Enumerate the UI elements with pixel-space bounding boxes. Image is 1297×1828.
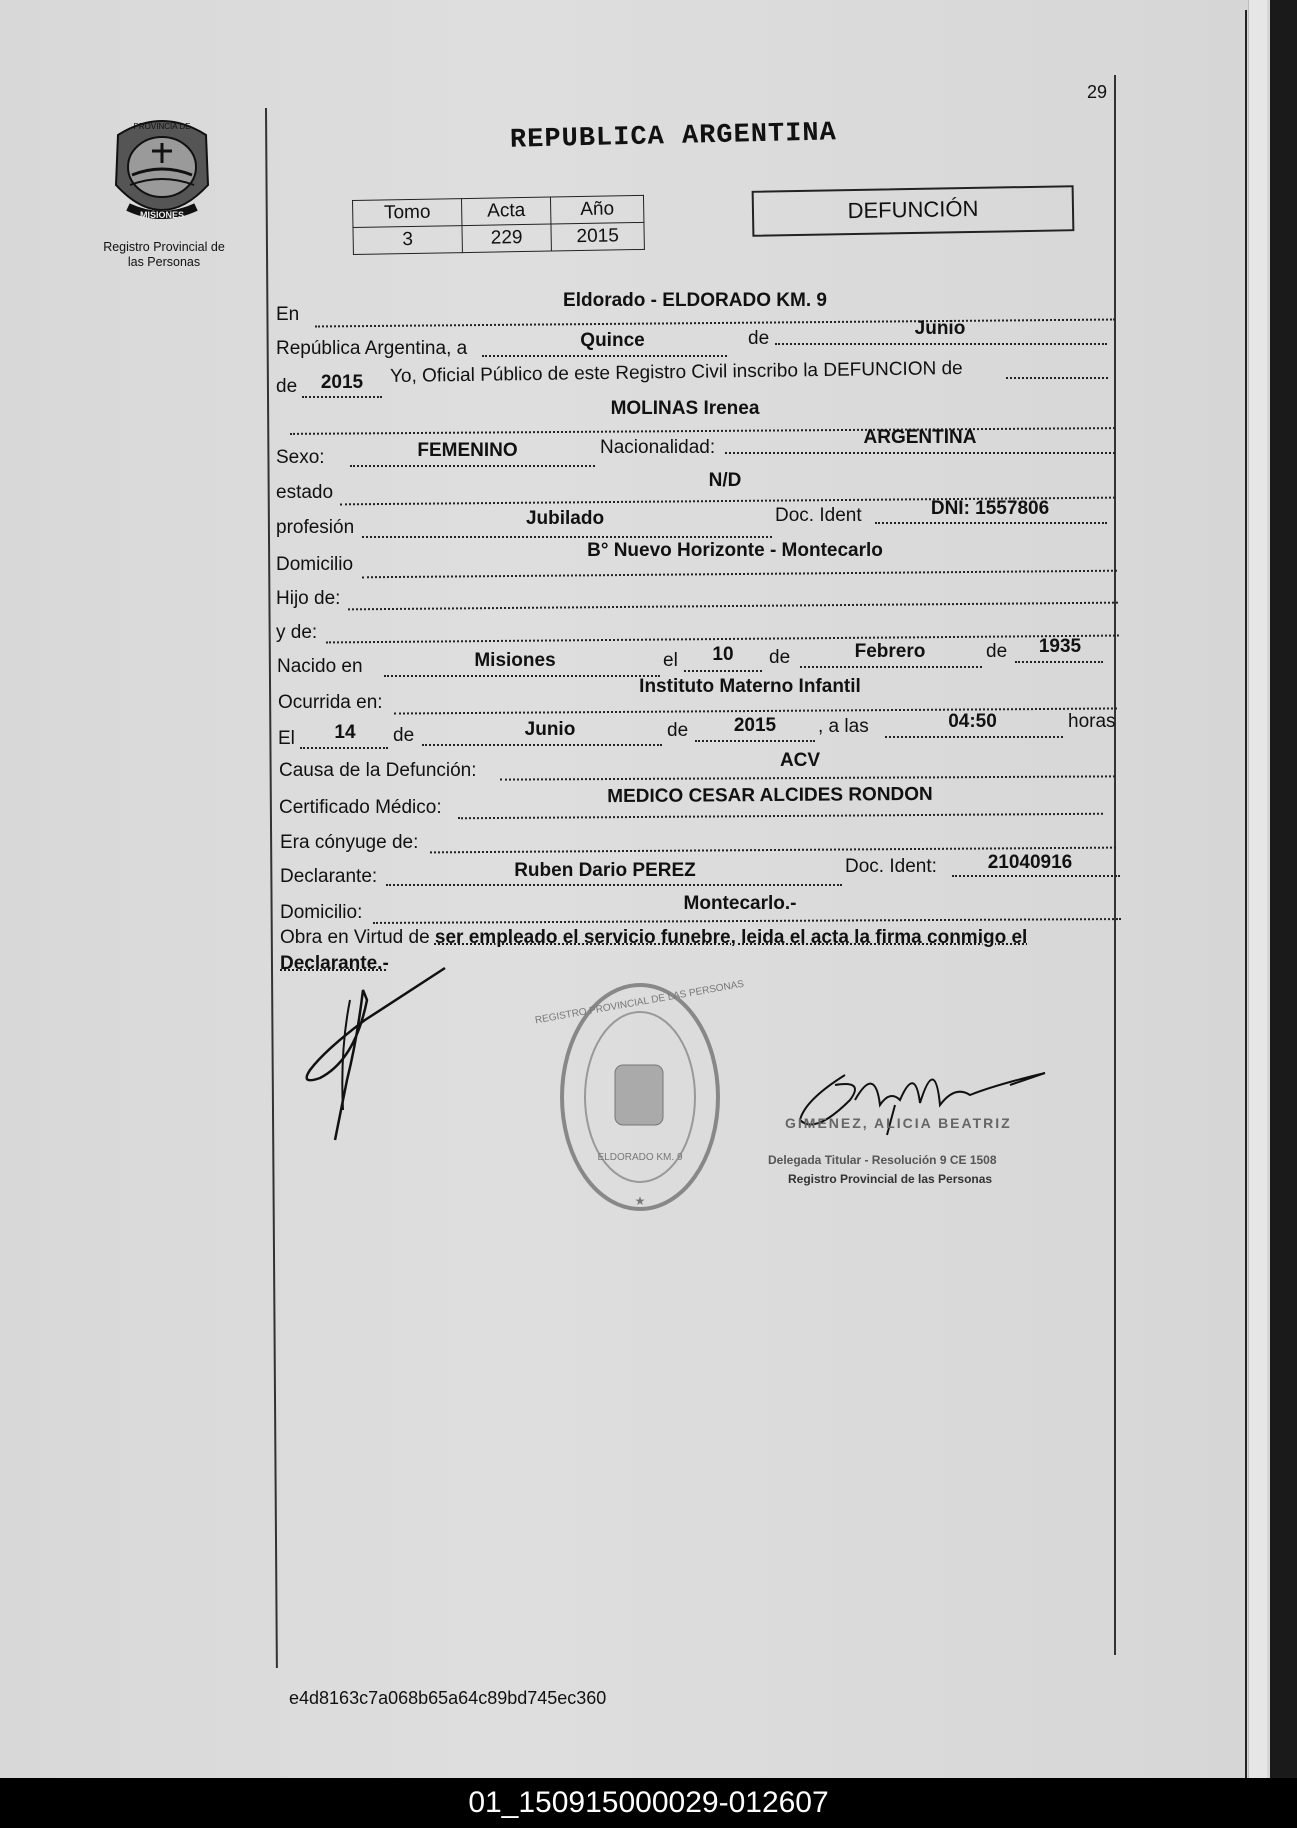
decl-domicilio-leader [373, 918, 1121, 924]
decl-doc-value: 21040916 [987, 852, 1073, 873]
birth-year-leader [1015, 661, 1103, 663]
death-time: 04:50 [948, 711, 997, 732]
alas-label: , a las [818, 716, 869, 737]
inscribo-leader [1006, 377, 1108, 379]
registry-caption-line1: Registro Provincial de [103, 240, 225, 254]
certificado-leader [458, 813, 1103, 820]
declarante-value: Ruben Dario PEREZ [514, 860, 696, 881]
death-year: 2015 [733, 715, 777, 736]
month-value: Junio [914, 318, 966, 339]
domicilio-leader [362, 570, 1117, 579]
birth-de-1: de [769, 647, 791, 668]
birth-month-leader [800, 666, 982, 668]
svg-text:★: ★ [634, 1194, 646, 1208]
nacionalidad-label: Nacionalidad: [600, 437, 716, 458]
en-value: Eldorado - ELDORADO KM. 9 [563, 290, 827, 311]
year-prefix-label: de [276, 376, 298, 397]
official-name: GIMENEZ, ALICIA BEATRIZ [785, 1115, 1012, 1131]
death-month-leader [422, 744, 662, 746]
header-acta: Acta [461, 197, 550, 226]
nacionalidad-value: ARGENTINA [863, 427, 977, 448]
official-stamp [534, 975, 745, 1220]
stamp-outer-text: REGISTRO PROVINCIAL DE LAS PERSONAS [534, 978, 745, 1027]
certificado-value: MEDICO CESAR ALCIDES RONDON [607, 783, 933, 808]
birth-day: 10 [712, 644, 734, 665]
inscribo-text: Yo, Oficial Público de este Registro Civil inscribo la DEFUNCION de [389, 358, 963, 387]
el-2-label: El [278, 728, 295, 749]
domicilio-label: Domicilio [276, 554, 354, 575]
scan-id-bar: 01_150915000029-012607 [0, 1778, 1297, 1828]
official-title-line: Delegada Titular - Resolución 9 CE 1508 [768, 1153, 997, 1167]
header-anio: Año [550, 195, 643, 224]
death-day: 14 [334, 722, 356, 743]
doc-ident-leader [875, 522, 1107, 524]
day-leader [482, 355, 727, 357]
nacido-label: Nacido en [277, 656, 363, 677]
en-label: En [276, 304, 300, 325]
decl-domicilio-value: Montecarlo.- [683, 893, 797, 914]
decl-domicilio-label: Domicilio: [280, 902, 363, 923]
death-month: Junio [524, 719, 576, 740]
year-leader [302, 396, 382, 398]
republica-label: República Argentina, a [276, 338, 468, 359]
death-time-leader [885, 736, 1063, 738]
declarant-signature [295, 960, 455, 1150]
day-value: Quince [580, 330, 645, 351]
obra-label: Obra en Virtud de [280, 927, 430, 948]
birth-de-2: de [986, 641, 1008, 662]
record-type-box: DEFUNCIÓN [752, 185, 1075, 237]
profesion-leader [362, 536, 772, 538]
logo-top-text: PROVINCIA DE [133, 122, 191, 131]
death-day-leader [300, 747, 388, 749]
document-title: REPUBLICA ARGENTINA [509, 118, 838, 156]
death-year-leader [695, 740, 815, 742]
ocurrida-value: Instituto Materno Infantil [639, 676, 861, 697]
de-label-1: de [748, 328, 770, 349]
value-anio: 2015 [551, 222, 644, 251]
value-tomo: 3 [353, 226, 462, 255]
official-registry-line: Registro Provincial de las Personas [788, 1172, 993, 1186]
value-acta: 229 [462, 224, 551, 253]
yde-label: y de: [276, 622, 318, 643]
header-tomo: Tomo [353, 199, 462, 228]
profesion-label: profesión [276, 517, 355, 538]
registry-caption-line2: las Personas [127, 255, 201, 269]
nacido-value: Misiones [474, 650, 556, 671]
causa-value: ACV [779, 750, 821, 771]
birth-year: 1935 [1038, 636, 1082, 657]
sexo-leader [350, 465, 595, 467]
obra-value-line1: ser empleado el servicio funebre, leida el acta la firma conmigo el [434, 927, 1028, 948]
stamp-inner-text: ELDORADO KM. 9 [597, 1152, 683, 1163]
decl-doc-label: Doc. Ident: [845, 856, 937, 877]
estado-label: estado [276, 482, 334, 503]
decl-doc-leader [952, 875, 1120, 877]
causa-leader [500, 775, 1115, 780]
month-leader [775, 343, 1107, 345]
death-de-2: de [667, 720, 689, 741]
estado-value: N/D [708, 470, 742, 491]
profesion-value: Jubilado [525, 508, 605, 529]
ocurrida-label: Ocurrida en: [278, 692, 383, 713]
obra-value-line2: Declarante.- [280, 953, 389, 974]
deceased-name: MOLINAS Irenea [610, 398, 760, 419]
hijo-label: Hijo de: [276, 588, 341, 609]
nacido-leader [384, 675, 660, 677]
domicilio-value: B° Nuevo Horizonte - Montecarlo [587, 540, 883, 561]
sexo-value: FEMENINO [417, 440, 518, 461]
certificado-label: Certificado Médico: [279, 797, 442, 818]
horas-label: horas [1068, 711, 1116, 732]
page-number: 29 [1087, 82, 1108, 102]
birth-month: Febrero [854, 641, 926, 662]
death-de-1: de [393, 725, 415, 746]
nacionalidad-leader [725, 452, 1115, 454]
document-hash: e4d8163c7a068b65a64c89bd745ec360 [289, 1688, 607, 1708]
year-value: 2015 [320, 372, 364, 393]
conyuge-label: Era cónyuge de: [280, 832, 419, 853]
doc-ident-value: DNI: 1557806 [930, 498, 1050, 519]
causa-label: Causa de la Defunción: [279, 760, 477, 781]
doc-ident-label: Doc. Ident [775, 505, 862, 526]
el-label: el [663, 650, 678, 671]
hijo-leader [348, 602, 1118, 611]
logo-bottom-text: MISIONES [139, 210, 185, 220]
declarante-leader [386, 884, 842, 886]
sexo-label: Sexo: [276, 447, 325, 468]
declarante-label: Declarante: [280, 866, 378, 887]
birth-day-leader [684, 670, 762, 672]
